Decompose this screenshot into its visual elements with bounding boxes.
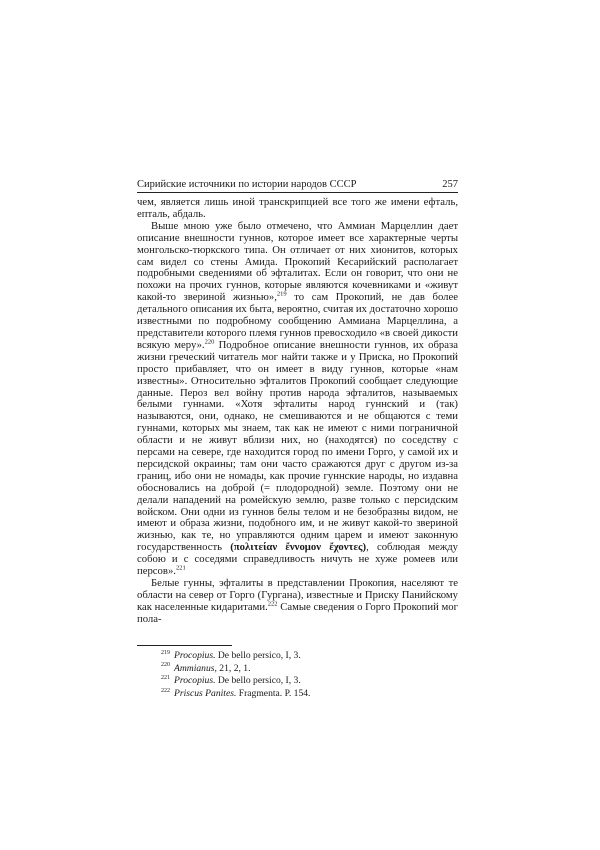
footnote-author: Procopius. xyxy=(174,675,216,687)
footnote-ref-222[interactable]: 222 xyxy=(267,600,278,608)
footnote-ref-220[interactable]: 220 xyxy=(204,338,215,346)
footnotes xyxy=(137,650,458,700)
paragraph-1-text: чем, является лишь иной транскрипцией все того же имени ефталь, епталь, абдаль. xyxy=(137,196,458,220)
footnote-ref-221[interactable]: 221 xyxy=(175,564,186,572)
footnote-text: De bello persico, I, 3. xyxy=(215,650,301,661)
paragraph-2-part-b: то сам Прокопий, не дав более детального описания их быта, вероятно, считая их достаточно хорошо известными по подробному сообщению Аммиана Марцеллина, а представители которого племя гуннов превосходило «в своей дикости всякую меру». xyxy=(137,291,458,351)
footnote xyxy=(137,675,458,688)
footnote-author: Ammianus, xyxy=(174,662,217,674)
paragraph-3 xyxy=(137,578,458,626)
footnote xyxy=(137,663,458,676)
paragraph-3-part-b: Самые сведения о Горго Прокопий мог пола- xyxy=(137,600,458,625)
paragraph-3-part-a: Белые гунны, эфталиты в представлении Прокопия, населяют те области на север от Горго (Гургана), известные и Приску Панийскому как населенные кидаритами. xyxy=(137,577,458,613)
footnote-rule xyxy=(137,645,232,646)
header-rule xyxy=(137,192,458,193)
footnote-text: Fragmenta. P. 154. xyxy=(236,687,311,699)
main-text xyxy=(137,197,458,626)
paragraph-2-part-c: Подробное описание внешности гуннов, их образа жизни греческий читатель мог найти также и у Приска, но Прокопий просто прибавляет, что он имеет в виду гуннов, которые «нам известны». Относительно эфталитов Прокопий сообщает следующие данные. Пероз вел войну против народа эфталитов, называемых белыми гуннами. «Хотя эфталиты народ гуннский и (так) называются, они, однако, не смешиваются и не общаются с теми гуннами, которых мы знаем, так как не имеют с ними пограничной области и не живут вблизи них, но (находятся) по соседству с персами на севере, где находится город по имени Горго, у самой их и персидской окраины; там они часто сражаются друг с другом из-за границ, ибо они не номады, как прочие гуннские народы, но издавна обосновались на доброй (= плодородной) земле. Поэтому они не делали нападений на ромейскую землю, разве только с персидским войском. Они одни из гуннов белы телом и не безобразны видом, не имеют и образа жизни, подобного им, и не живут какой-то звериной жизнью, как те, но управляются одним царем и имеют законную государственность xyxy=(137,338,458,554)
footnote-number: 219 xyxy=(161,649,170,656)
footnote-number: 222 xyxy=(161,687,170,694)
footnote xyxy=(137,688,458,701)
footnote-number: 220 xyxy=(161,662,170,669)
footnote-author: Procopius. xyxy=(174,650,216,661)
running-title: Сирийские источники по истории народов СССР xyxy=(137,179,357,190)
paragraph-2-part-d: , соблюдая между собою и с соседями справедливость ничуть не хуже ромеев или персов». xyxy=(137,541,458,578)
footnote-text: De bello persico, I, 3. xyxy=(215,675,301,687)
footnote-ref-219[interactable]: 219 xyxy=(276,290,287,298)
greek-quote: (πολιτείαν ἔννομον ἔχοντες) xyxy=(230,541,367,554)
paragraph-2 xyxy=(137,221,458,578)
footnote-text: 21, 2, 1. xyxy=(216,662,251,674)
paragraph-2-part-a: Выше мною уже было отмечено, что Аммиан Марцеллин дает описание внешности гуннов, которое имеет все характерные черты монгольско-тюркского типа. Он отличает от них хионитов, которых сам видел со стены Амида. Прокопий Кесарийский располагает подробными сведениями об эфталитах. Если он говорит, что они не похожи на прочих гуннов, которые являются кочевниками и «живут какой-то звериной жизнью», xyxy=(137,219,458,304)
paragraph-1 xyxy=(137,197,458,221)
footnote-number: 221 xyxy=(161,675,170,681)
footnote-author: Priscus Panites. xyxy=(174,687,237,699)
running-header xyxy=(137,178,458,191)
footnote xyxy=(137,650,458,663)
page-number: 257 xyxy=(442,179,458,190)
